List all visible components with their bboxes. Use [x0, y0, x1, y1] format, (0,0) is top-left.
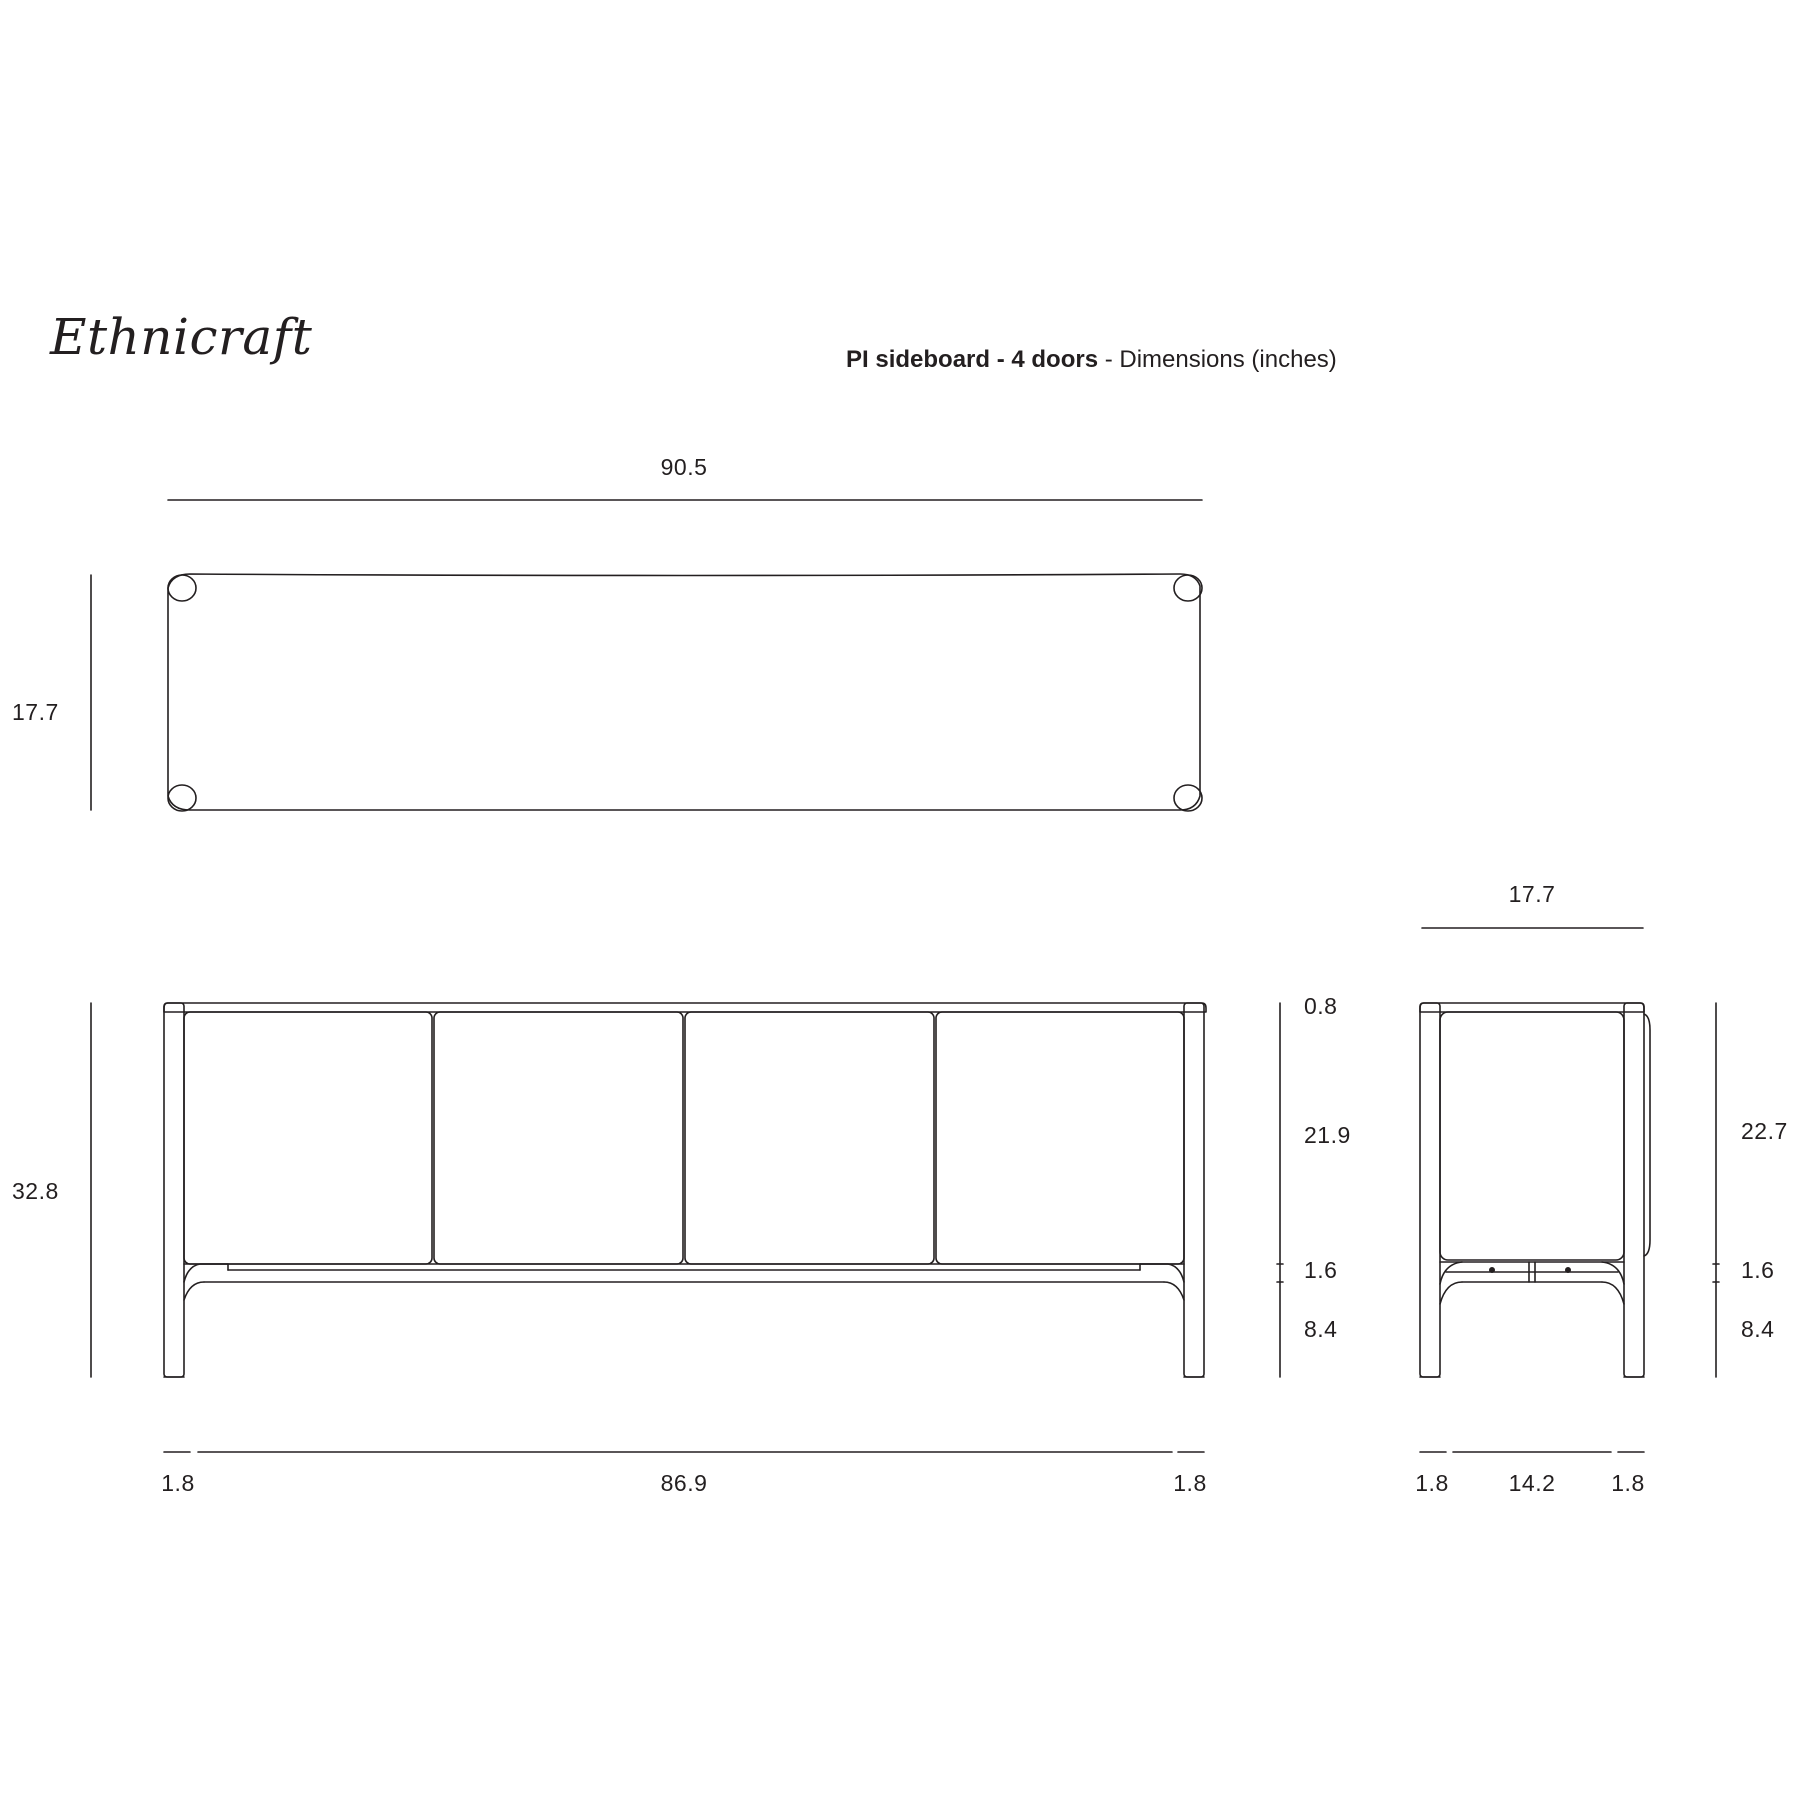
- front-leg-right-width-label: 1.8: [1173, 1470, 1207, 1496]
- top-leg-cap: [1174, 785, 1202, 811]
- top-depth-label: 17.7: [12, 699, 59, 725]
- top-leg-cap: [1174, 575, 1202, 601]
- side-leg-back: [1624, 1003, 1644, 1377]
- title-separator: -: [1098, 346, 1120, 373]
- side-body-height-label: 22.7: [1741, 1118, 1788, 1144]
- title-subtitle: Dimensions (inches): [1119, 346, 1337, 373]
- side-leg-height-label: 8.4: [1741, 1316, 1775, 1342]
- top-view-outline: [168, 574, 1202, 811]
- side-rail-height-label: 1.6: [1741, 1257, 1775, 1283]
- side-bolt: [1490, 1268, 1494, 1272]
- front-leg-left: [164, 1003, 184, 1377]
- front-leg-right: [1184, 1003, 1204, 1377]
- side-view-outline: [1420, 1003, 1650, 1377]
- side-leg-left-width-label: 1.8: [1415, 1470, 1449, 1496]
- side-inner-depth-label: 14.2: [1508, 1470, 1556, 1496]
- front-leg-left-width-label: 1.8: [161, 1470, 195, 1496]
- front-door: [434, 1012, 683, 1264]
- front-door-height-label: 21.9: [1304, 1122, 1351, 1148]
- front-rail-height-label: 1.6: [1304, 1257, 1338, 1283]
- front-door: [685, 1012, 934, 1264]
- side-leg-right-width-label: 1.8: [1611, 1470, 1645, 1496]
- front-top-thickness-label: 0.8: [1304, 993, 1338, 1019]
- top-width-label: 90.5: [660, 454, 708, 480]
- front-door: [936, 1012, 1184, 1264]
- top-leg-cap: [168, 785, 196, 811]
- front-door: [184, 1012, 432, 1264]
- front-view-outline: [164, 1003, 1206, 1377]
- front-total-height-label: 32.8: [12, 1178, 59, 1204]
- brand-logo: Ethnicraft: [50, 308, 313, 366]
- front-leg-height-label: 8.4: [1304, 1316, 1338, 1342]
- front-inner-width-label: 86.9: [660, 1470, 708, 1496]
- side-leg-front: [1420, 1003, 1440, 1377]
- side-depth-label: 17.7: [1508, 881, 1556, 907]
- side-bolt: [1566, 1268, 1570, 1272]
- product-name: PI sideboard - 4 doors: [846, 346, 1099, 373]
- top-leg-cap: [168, 575, 196, 601]
